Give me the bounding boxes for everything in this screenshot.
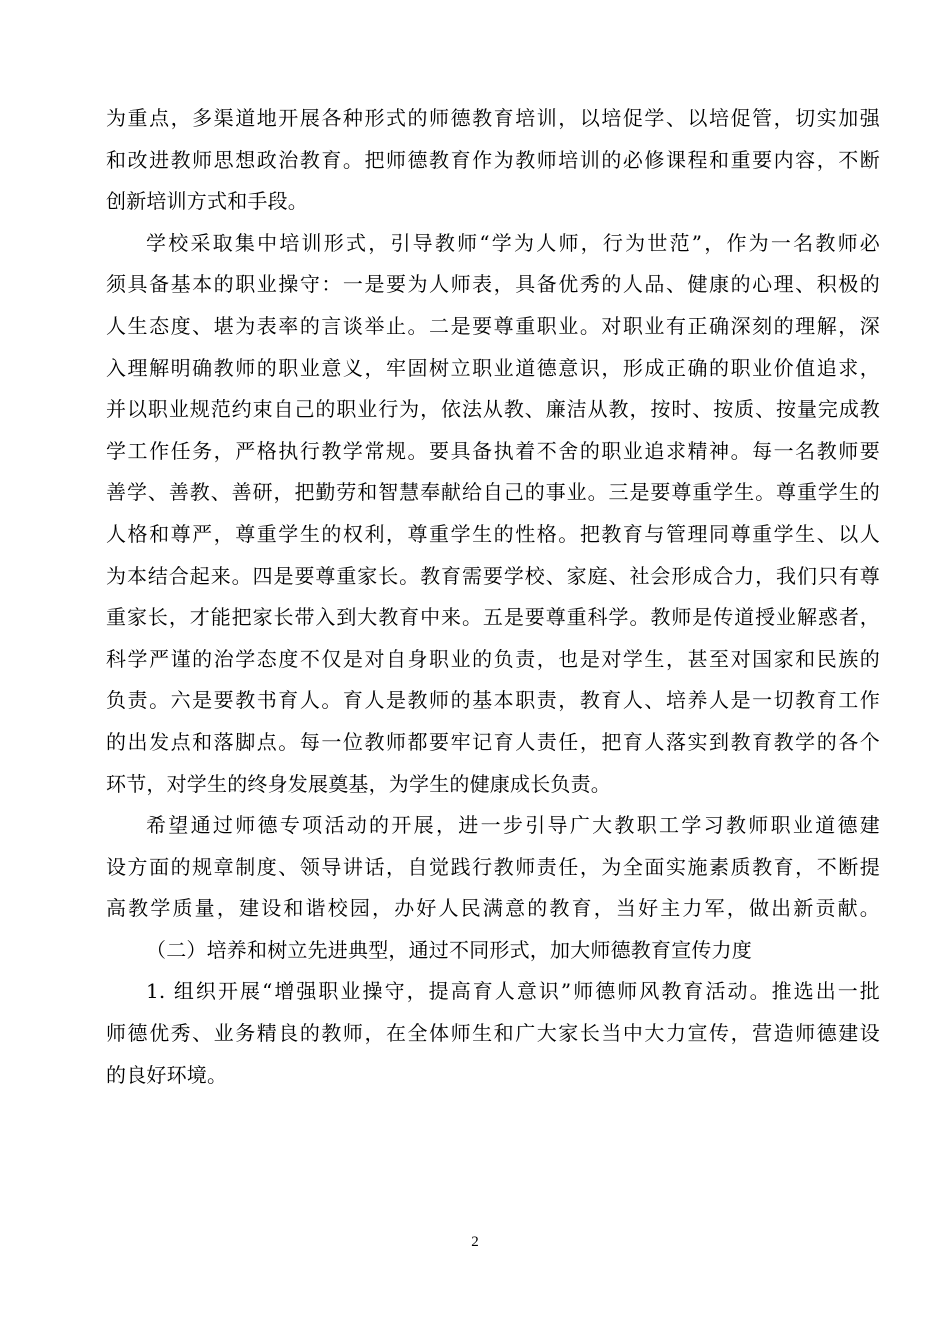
text-line: 为本结合起来。四是要尊重家长。教育需要学校、家庭、社会形成合力，我们只有尊 bbox=[106, 563, 880, 588]
text-line: 学校采取集中培训形式，引导教师“学为人师，行为世范”，作为一名教师必 bbox=[146, 230, 880, 255]
text-line: 环节，对学生的终身发展奠基，为学生的健康成长负责。 bbox=[106, 771, 611, 796]
text-line: 人生态度、堪为表率的言谈举止。二是要尊重职业。对职业有正确深刻的理解，深 bbox=[106, 313, 880, 338]
text-line: 学工作任务，严格执行教学常规。要具备执着不舍的职业追求精神。每一名教师要 bbox=[106, 438, 880, 463]
text-line: 并以职业规范约束自己的职业行为，依法从教、廉洁从教，按时、按质、按量完成教 bbox=[106, 397, 880, 422]
text-line: 科学严谨的治学态度不仅是对自身职业的负责，也是对学生，甚至对国家和民族的 bbox=[106, 646, 880, 671]
text-line: 重家长，才能把家长带入到大教育中来。五是要尊重科学。教师是传道授业解惑者， bbox=[106, 605, 880, 630]
text-line: 的出发点和落脚点。每一位教师都要牢记育人责任，把育人落实到教育教学的各个 bbox=[106, 729, 880, 754]
text-line: 负责。六是要教书育人。育人是教师的基本职责，教育人、培养人是一切教育工作 bbox=[106, 688, 880, 713]
text-line: 须具备基本的职业操守：一是要为人师表，具备优秀的人品、健康的心理、积极的 bbox=[106, 272, 880, 297]
text-line: 善学、善教、善研，把勤劳和智慧奉献给自己的事业。三是要尊重学生。尊重学生的 bbox=[106, 480, 880, 505]
text-line: 希望通过师德专项活动的开展，进一步引导广大教职工学习教师职业道德建 bbox=[146, 813, 880, 838]
text-line: 和改进教师思想政治教育。把师德教育作为教师培训的必修课程和重要内容，不断 bbox=[106, 147, 880, 172]
text-line: 人格和尊严，尊重学生的权利，尊重学生的性格。把教育与管理同尊重学生、以人 bbox=[106, 521, 880, 546]
text-line: 的良好环境。 bbox=[106, 1062, 228, 1087]
text-line: 入理解明确教师的职业意义，牢固树立职业道德意识，形成正确的职业价值追求， bbox=[106, 355, 880, 380]
text-line: 创新培训方式和手段。 bbox=[106, 189, 308, 214]
text-line: 为重点，多渠道地开展各种形式的师德教育培训，以培促学、以培促管，切实加强 bbox=[106, 106, 880, 130]
text-line: 师德优秀、业务精良的教师，在全体师生和广大家长当中大力宣传，营造师德建设 bbox=[106, 1021, 880, 1046]
body-text bbox=[106, 98, 880, 1096]
text-line: （二）培养和树立先进典型，通过不同形式，加大师德教育宣传力度 bbox=[146, 937, 752, 962]
text-line: 高教学质量，建设和谐校园，办好人民满意的教育，当好主力军，做出新贡献。 bbox=[106, 896, 880, 921]
text-line: 设方面的规章制度、领导讲话，自觉践行教师责任，为全面实施素质教育，不断提 bbox=[106, 854, 880, 879]
page-number: 2 bbox=[471, 1234, 479, 1250]
text-line: 1. 组织开展“增强职业操守，提高育人意识”师德师风教育活动。推选出一批 bbox=[146, 979, 880, 1004]
